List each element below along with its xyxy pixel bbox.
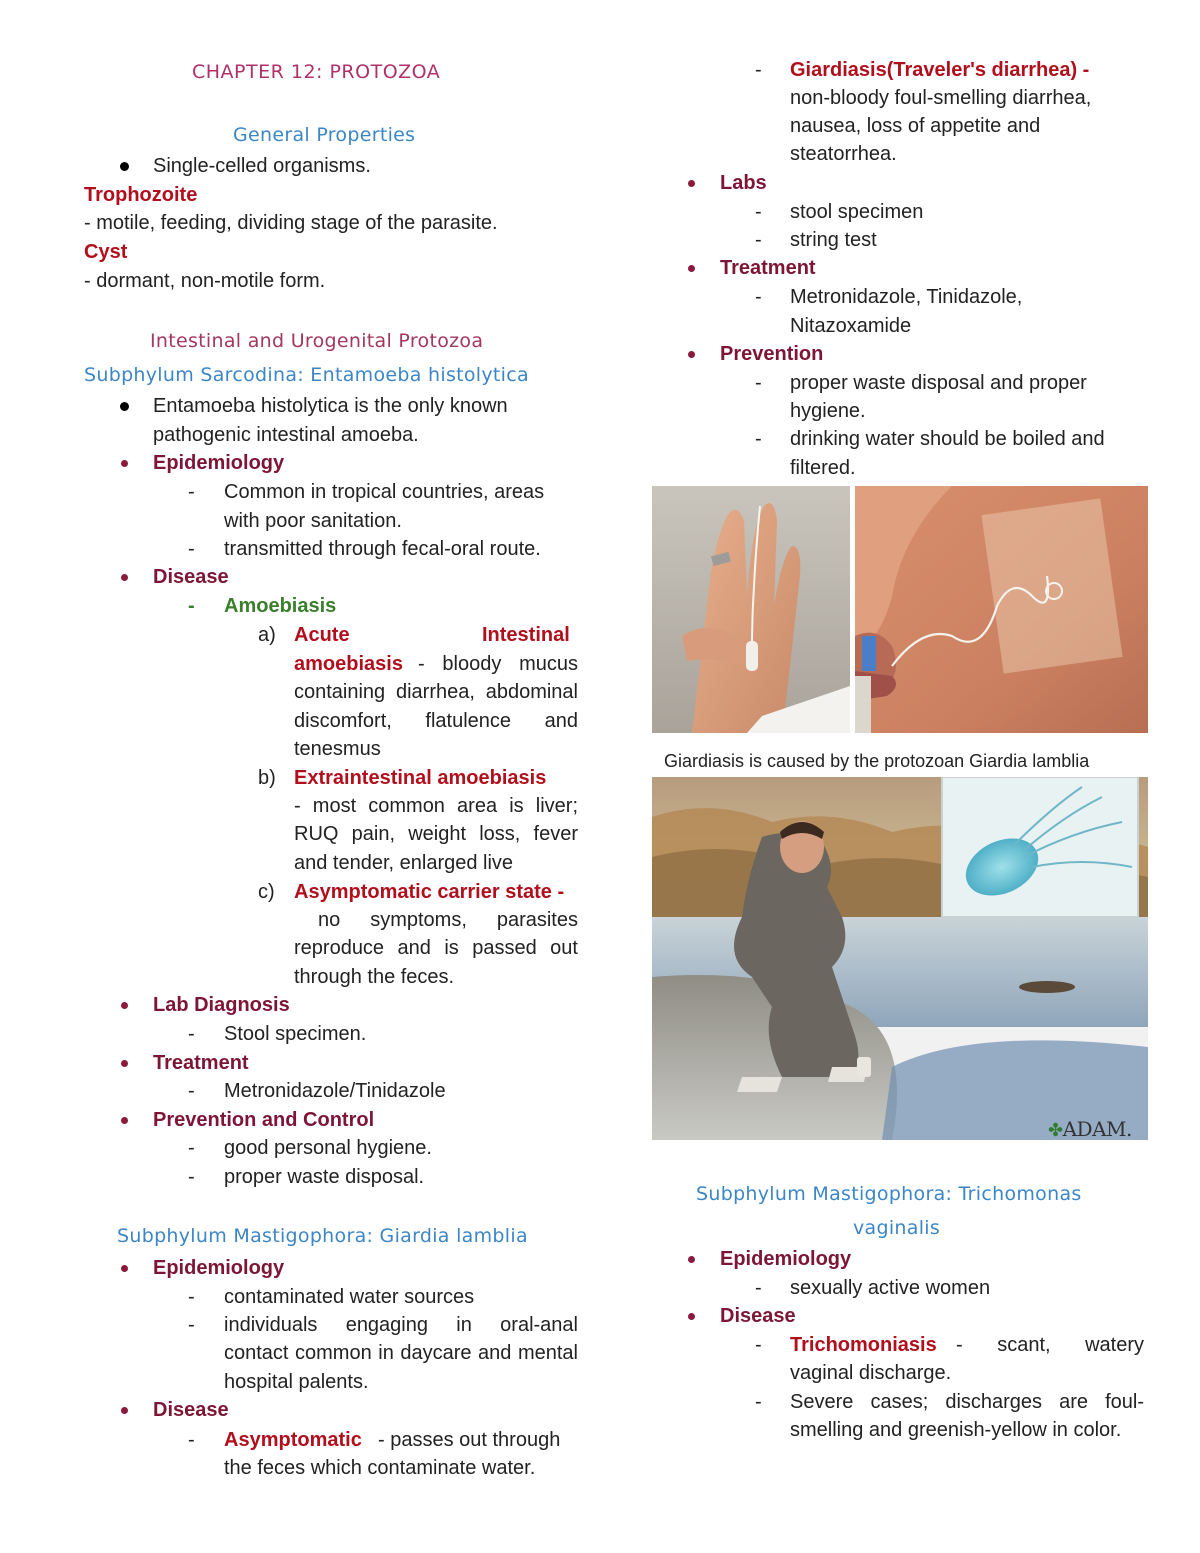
giardia-epi-label: Epidemiology [153,1257,285,1279]
bullet-icon [121,1117,128,1124]
adam-logo-text: ADAM. [1062,1117,1132,1141]
dash: - [188,1080,195,1102]
adam-logo [1048,1115,1132,1145]
cyst-text: - dormant, non-motile form. [84,270,326,292]
trichomoniasis-label: Trichomoniasis [790,1334,937,1356]
giardia-treatment-line: Nitazoxamide [790,315,912,337]
dash: - [755,286,762,308]
epi-item: transmitted through fecal-oral route. [224,538,541,560]
tricho-epi-label: Epidemiology [720,1248,852,1270]
intestinal-heading: Intestinal and Urogenital Protozoa [150,330,484,352]
travelers-line: non-bloody foul-smelling diarrhea, [790,87,1092,109]
bullet-icon [688,180,695,187]
giardia-prevention-line: hygiene. [790,400,866,422]
bullet-icon [121,1407,128,1414]
giardia-disease-label: Disease [153,1399,229,1421]
bullet-icon [121,1060,128,1067]
bullet-icon [688,351,695,358]
giardia-prevention-line: drinking water should be boiled and [790,428,1105,450]
giardia-heading: Subphylum Mastigophora: Giardia lamblia [117,1225,528,1247]
lab-item: Stool specimen. [224,1023,367,1045]
severe-text: Severe cases; discharges are foul-smelling and greenish-yellow in color. [790,1391,1144,1442]
giardia-prevention-label: Prevention [720,343,824,365]
entamoeba-intro-1: Entamoeba histolytica is the only known [153,395,508,417]
dash: - [188,1166,195,1188]
dash: - [188,595,195,617]
list-marker: a) [258,624,276,646]
dash: - [755,59,762,81]
epidemiology-label: Epidemiology [153,452,285,474]
general-bullet: Single-celled organisms. [153,155,371,177]
carrier-label: Asymptomatic carrier state - [294,881,565,903]
treatment-item: Metronidazole/Tinidazole [224,1080,446,1102]
travelers-label: Giardiasis(Traveler's diarrhea) - [790,59,1090,81]
dash: - [188,1429,195,1451]
acute-label-1: Acute [294,624,350,646]
bullet-icon [121,1265,128,1272]
giardia-prevention-line: proper waste disposal and proper [790,372,1087,394]
giardia-prevention-line: filtered. [790,457,856,479]
trichomonas-heading-2: vaginalis [853,1217,941,1239]
bullet-icon [688,265,695,272]
bullet-icon [120,402,129,411]
leaf-icon: ✤ [1048,1120,1063,1141]
dash: - [188,538,195,560]
travelers-line: steatorrhea. [790,143,897,165]
dash: - [755,428,762,450]
dash: - [755,1277,762,1299]
prevention-item: good personal hygiene. [224,1137,432,1159]
bullet-icon [121,460,128,467]
trophozoite-label: Trophozoite [84,184,198,206]
prevention-item: proper waste disposal. [224,1166,425,1188]
page-title: CHAPTER 12: PROTOZOA [192,61,441,83]
sarcodina-heading: Subphylum Sarcodina: Entamoeba histolytica [84,364,529,386]
trichomonas-heading-1: Subphylum Mastigophora: Trichomonas [696,1183,1082,1205]
extraintestinal-label: Extraintestinal amoebiasis [294,767,547,789]
list-marker: b) [258,767,276,789]
dash: - [188,481,195,503]
acute-label-3: amoebiasis [294,653,403,675]
labs-item: stool specimen [790,201,924,223]
dash: - [188,1023,195,1045]
bullet-icon [120,162,129,171]
giardia-illustration [652,777,1148,1140]
bullet-icon [688,1313,695,1320]
dash: - [188,1286,195,1308]
giardia-epi-item: individuals engaging in oral-anal contact common in daycare and mental hospital palents. [224,1314,578,1393]
dash: - [188,1137,195,1159]
dash: - [755,1334,762,1356]
giardia-treatment-line: Metronidazole, Tinidazole, [790,286,1023,308]
amoebiasis-label: Amoebiasis [224,595,337,617]
travelers-line: nausea, loss of appetite and [790,115,1041,137]
tricho-disease-label: Disease [720,1305,796,1327]
bullet-icon [121,1002,128,1009]
lab-diagnosis-label: Lab Diagnosis [153,994,290,1016]
dash: - [755,201,762,223]
disease-label: Disease [153,566,229,588]
trichomoniasis-text: - scant, watery vaginal discharge. [790,1334,1144,1385]
asymptomatic-text-2: the feces which contaminate water. [224,1457,536,1479]
figure-caption: Giardiasis is caused by the protozoan Giardia lamblia [664,751,1090,771]
labs-label: Labs [720,172,767,194]
prevention-control-label: Prevention and Control [153,1109,375,1131]
acute-text: - bloody mucus containing diarrhea, abdominal discomfort, flatulence and tenesmus [294,653,578,761]
dash: - [755,229,762,251]
extraintestinal-text: - most common area is liver; RUQ pain, weight loss, fever and tender, enlarged live [294,795,578,874]
giardia-treatment-label: Treatment [720,257,816,279]
epi-item: with poor sanitation. [224,510,402,532]
epi-item: Common in tropical countries, areas [224,481,545,503]
trophozoite-text: - motile, feeding, dividing stage of the parasite. [84,212,498,234]
cyst-label: Cyst [84,241,128,263]
general-properties-heading: General Properties [233,124,416,146]
asymptomatic-text: - passes out through [378,1429,561,1451]
giardia-epi-item: contaminated water sources [224,1286,475,1308]
bullet-icon [688,1256,695,1263]
tricho-epi-item: sexually active women [790,1277,991,1299]
dash: - [755,372,762,394]
asymptomatic-label: Asymptomatic [224,1429,362,1451]
treatment-label: Treatment [153,1052,249,1074]
labs-item: string test [790,229,877,251]
string-test-photo [652,486,1148,733]
list-marker: c) [258,881,275,903]
bullet-icon [121,574,128,581]
carrier-text: no symptoms, parasites reproduce and is passed out through the feces. [294,909,578,988]
dash: - [755,1391,762,1413]
entamoeba-intro-2: pathogenic intestinal amoeba. [153,424,419,446]
dash: - [188,1314,195,1336]
acute-label-2: Intestinal [482,624,570,646]
